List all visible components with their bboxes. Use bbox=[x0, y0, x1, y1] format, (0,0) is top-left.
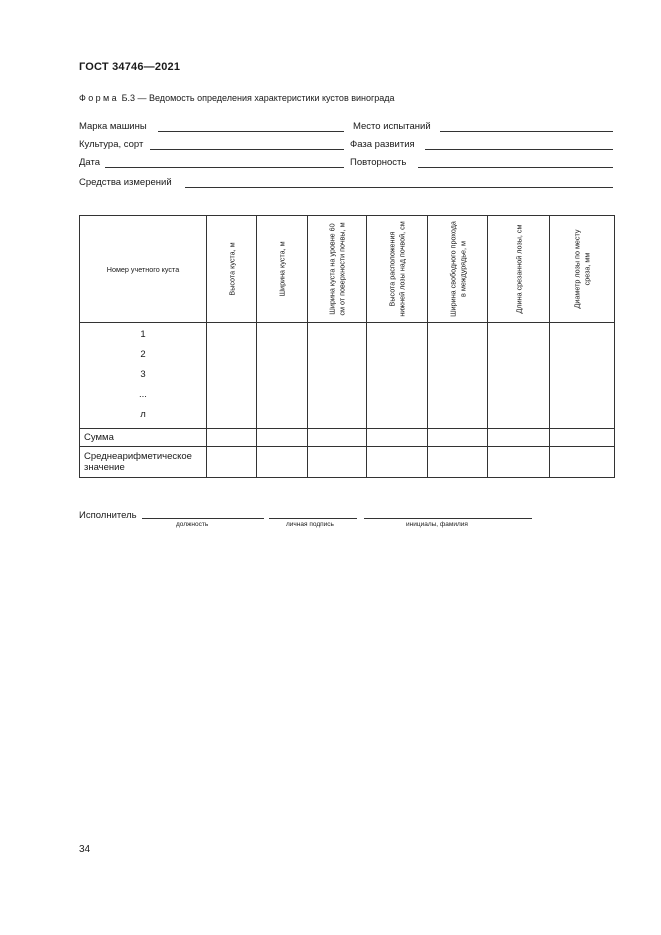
row-number: ... bbox=[139, 389, 147, 400]
field-line-crop-variety[interactable] bbox=[150, 149, 344, 150]
col-header-text: Ширина куста, м bbox=[277, 241, 287, 297]
field-line-growth-phase[interactable] bbox=[425, 149, 613, 150]
table-cell[interactable] bbox=[257, 323, 308, 429]
mean-label: Среднеарифметическое значение bbox=[80, 447, 207, 478]
row-number: 2 bbox=[140, 349, 146, 360]
field-label-growth-phase: Фаза развития bbox=[350, 139, 415, 150]
col-header-text: Высота куста, м bbox=[226, 242, 236, 296]
field-line-test-site[interactable] bbox=[440, 131, 613, 132]
col-header-bush-height bbox=[207, 216, 257, 323]
table-cell[interactable] bbox=[488, 323, 550, 429]
table-cell[interactable] bbox=[550, 429, 615, 447]
row-numbers-cell bbox=[80, 323, 207, 429]
field-label-machine-brand: Марка машины bbox=[79, 121, 147, 132]
table-cell[interactable] bbox=[207, 429, 257, 447]
col-header-text: Ширина свободного прохода в междурядье, м bbox=[448, 221, 467, 317]
col-header-text: Диаметр лозы по месту среза, мм bbox=[572, 229, 591, 309]
col-header-vine-diameter bbox=[550, 216, 615, 323]
field-label-test-site: Место испытаний bbox=[353, 121, 431, 132]
table-cell[interactable] bbox=[207, 323, 257, 429]
signature-line[interactable] bbox=[269, 518, 357, 519]
table-cell[interactable] bbox=[428, 323, 488, 429]
position-line[interactable] bbox=[142, 518, 264, 519]
page-number: 34 bbox=[79, 844, 91, 855]
table-header-row bbox=[80, 216, 615, 323]
field-label-repetition: Повторность bbox=[350, 157, 407, 168]
characteristics-table bbox=[79, 215, 615, 478]
table-row-mean bbox=[80, 447, 615, 478]
table-cell[interactable] bbox=[488, 429, 550, 447]
name-line[interactable] bbox=[364, 518, 532, 519]
standard-number: ГОСТ 34746—2021 bbox=[79, 61, 181, 73]
row-number: 1 bbox=[140, 329, 146, 340]
executor-label: Исполнитель bbox=[79, 510, 137, 521]
table-cell[interactable] bbox=[550, 323, 615, 429]
name-caption: инициалы, фамилия bbox=[406, 521, 468, 528]
col-header-cut-vine-length bbox=[488, 216, 550, 323]
form-prefix: Форма bbox=[79, 93, 120, 103]
row-number: л bbox=[140, 409, 146, 420]
field-line-measuring-tools[interactable] bbox=[185, 187, 613, 188]
field-line-date[interactable] bbox=[105, 167, 344, 168]
table-cell[interactable] bbox=[308, 323, 367, 429]
col-header-lower-vine-height bbox=[367, 216, 428, 323]
col-header-text: Ширина куста на уровне 60 см от поверхности почвы, м bbox=[327, 222, 346, 316]
form-name: — Ведомость определения характеристики кустов винограда bbox=[137, 93, 395, 103]
col-header-text: Длина срезанной лозы, см bbox=[513, 224, 523, 314]
table-cell[interactable] bbox=[367, 323, 428, 429]
signature-caption: личная подпись bbox=[286, 521, 334, 528]
field-label-date: Дата bbox=[79, 157, 101, 168]
field-line-repetition[interactable] bbox=[418, 167, 613, 168]
table-row-sum bbox=[80, 429, 615, 447]
table-cell[interactable] bbox=[488, 447, 550, 478]
form-title bbox=[79, 93, 395, 103]
field-label-measuring-tools: Средства измерений bbox=[79, 177, 172, 188]
col-header-bush-number: Номер учетного куста bbox=[80, 216, 207, 323]
table-cell[interactable] bbox=[550, 447, 615, 478]
form-number: Б.3 bbox=[121, 93, 135, 103]
table-cell[interactable] bbox=[207, 447, 257, 478]
col-header-text: Высота расположения нижней лозы над почвой, см bbox=[387, 221, 406, 317]
col-header-bush-width bbox=[257, 216, 308, 323]
row-number: 3 bbox=[140, 369, 146, 380]
table-cell[interactable] bbox=[308, 447, 367, 478]
table-cell[interactable] bbox=[367, 429, 428, 447]
table-row bbox=[80, 323, 615, 429]
field-label-crop-variety: Культура, сорт bbox=[79, 139, 144, 150]
table-cell[interactable] bbox=[428, 447, 488, 478]
sum-label: Сумма bbox=[80, 429, 207, 447]
table-cell[interactable] bbox=[428, 429, 488, 447]
table-cell[interactable] bbox=[367, 447, 428, 478]
col-header-width-60cm bbox=[308, 216, 367, 323]
table-cell[interactable] bbox=[308, 429, 367, 447]
table-cell[interactable] bbox=[257, 429, 308, 447]
field-line-machine-brand[interactable] bbox=[158, 131, 344, 132]
table-cell[interactable] bbox=[257, 447, 308, 478]
position-caption: должность bbox=[176, 521, 209, 528]
col-header-passage-width bbox=[428, 216, 488, 323]
